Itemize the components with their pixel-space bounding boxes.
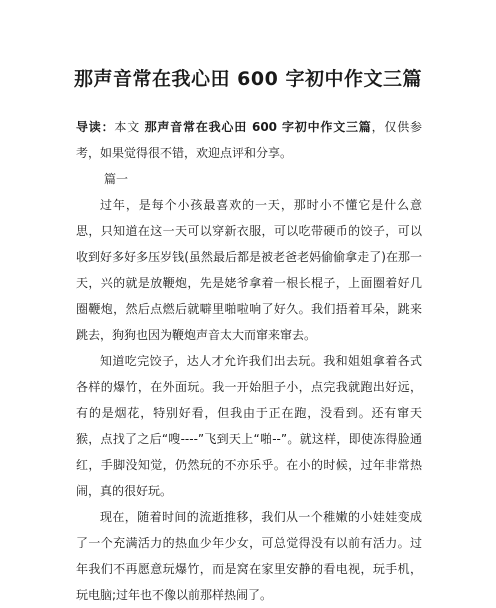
lead-article-title: 那声音常在我心田 600 字初中作文三篇 xyxy=(144,120,372,134)
lead-paragraph xyxy=(76,114,422,166)
lead-suffix: ，仅供参考，如果觉得很不错，欢迎点评和分享。 xyxy=(76,120,422,160)
lead-label: 导读： xyxy=(76,120,115,134)
section-heading: 篇一 xyxy=(104,172,129,186)
lead-prefix: 本文 xyxy=(114,120,145,134)
body-paragraph-3: 现在，随着时间的流逝推移，我们从一个稚嫩的小娃娃变成了一个充满活力的热血少年少女，可总觉得没有以前有活力。过年我们不再愿意玩爆竹，而是窝在家里安静的看电视，玩手机，玩电脑;过年也不像以前那样热闹了。 xyxy=(76,510,422,602)
body-paragraph-1: 过年，是每个小孩最喜欢的一天，那时小不懂它是什么意思，只知道在这一天可以穿新衣服，可以吃带硬币的饺子，可以收到好多好多压岁钱(虽然最后都是被老爸老妈偷偷拿走了)在那一天，兴的就是放鞭炮，先是姥爷拿着一根长棍子，上面圈着好几圈鞭炮，然后点燃后就噼里啪啦响了好久。我们捂着耳朵，跳来跳去，狗狗也因为鞭炮声音太大而窜来窜去。 xyxy=(76,198,422,342)
body-paragraph-2: 知道吃完饺子，达人才允许我们出去玩。我和姐姐拿着各式各样的爆竹，在外面玩。我一开始胆子小，点完我就跑出好远，有的是烟花，特别好看，但我由于正在跑，没看到。还有窜天猴，点找了之后“嗖----”飞到天上“啪--”。就这样，即使冻得脸通红，手脚没知觉，仍然玩的不亦乐乎。在小的时候，过年非常热闹，真的很好玩。 xyxy=(76,354,422,498)
document-title: 那声音常在我心田 600 字初中作文三篇 xyxy=(74,68,422,90)
document-body xyxy=(76,114,422,608)
